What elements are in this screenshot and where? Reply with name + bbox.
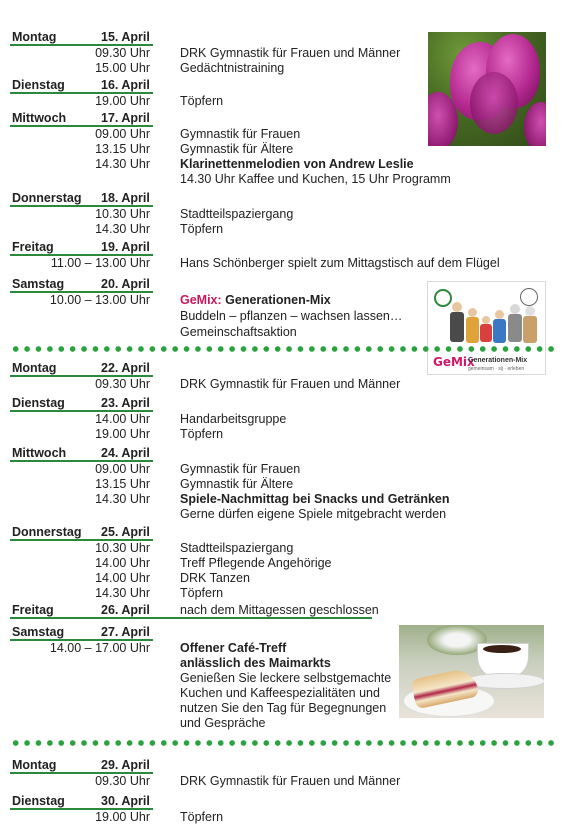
event-time: 14.00 Uhr	[95, 571, 150, 585]
event-time: 09.30 Uhr	[95, 377, 150, 391]
person-figure	[466, 317, 479, 343]
event-time: 13.15 Uhr	[95, 477, 150, 491]
event-time: 19.00 Uhr	[95, 810, 150, 824]
person-head	[495, 310, 504, 319]
event-text: Hans Schönberger spielt zum Mittagstisch auf dem Flügel	[180, 256, 500, 270]
event-time: 15.00 Uhr	[95, 61, 150, 75]
cake-coffee-photo	[399, 625, 544, 718]
day-name: Mittwoch	[12, 111, 67, 125]
event-text: DRK Tanzen	[180, 571, 250, 585]
day-header-friday	[0, 240, 575, 255]
event-text: Klarinettenmelodien von Andrew Leslie	[180, 157, 414, 171]
day-date: 16. April	[101, 78, 150, 92]
tulip-petal	[470, 72, 518, 134]
event-text: Gymnastik für Frauen	[180, 127, 301, 141]
event-time: 19.00 Uhr	[95, 94, 150, 108]
person-figure	[493, 319, 506, 343]
event-row	[0, 462, 575, 477]
event-note	[0, 507, 575, 522]
event-row	[0, 810, 575, 825]
gemix-title: Generationen-Mix	[225, 293, 331, 307]
event-time: 14.00 Uhr	[95, 412, 150, 426]
event-text: Stadtteilspaziergang	[180, 207, 294, 221]
dotted-separator	[10, 346, 556, 352]
event-text: Gymnastik für Ältere	[180, 142, 294, 156]
event-text: Gedächtnistraining	[180, 61, 285, 75]
event-time: 09.00 Uhr	[95, 127, 150, 141]
event-row	[0, 427, 575, 442]
day-name: Freitag	[12, 603, 54, 617]
person-head	[468, 308, 477, 317]
gemix-logo-subtitle: Generationen-Mix	[468, 357, 528, 364]
event-row	[0, 412, 575, 427]
day-name: Dienstag	[12, 396, 65, 410]
event-row	[0, 492, 575, 507]
dotted-separator	[10, 740, 556, 746]
event-time: 09.30 Uhr	[95, 774, 150, 788]
coffee-surface	[483, 645, 521, 653]
day-date: 24. April	[101, 446, 150, 460]
event-text: Offener Café-Treff	[180, 641, 287, 655]
event-time: 10.00 – 13.00 Uhr	[49, 293, 150, 307]
event-row	[0, 377, 575, 392]
event-time: 13.15 Uhr	[95, 142, 150, 156]
event-row	[0, 774, 575, 789]
event-note-text: Buddeln – pflanzen – wachsen lassen…	[180, 309, 403, 323]
day-header-monday	[0, 361, 575, 376]
event-note-text: Genießen Sie leckere selbstgemachte	[180, 671, 392, 685]
day-date: 27. April	[101, 625, 150, 639]
event-row	[0, 222, 575, 237]
day-name: Samstag	[12, 625, 65, 639]
person-head	[452, 302, 462, 312]
day-underline	[10, 617, 372, 619]
event-row	[0, 571, 575, 586]
event-subtitle: anlässlich des Maimarkts	[180, 656, 331, 670]
event-text: Töpfern	[180, 810, 224, 824]
day-header-friday	[0, 603, 575, 618]
event-time: 19.00 Uhr	[95, 427, 150, 441]
event-row	[0, 157, 575, 172]
person-figure	[480, 324, 492, 342]
event-row	[0, 207, 575, 222]
person-head	[510, 304, 520, 314]
event-time: 10.30 Uhr	[95, 541, 150, 555]
day-name: Freitag	[12, 240, 54, 254]
day-date: 22. April	[101, 361, 150, 375]
gemix-logo-tagline: gemeinsam · sĳ · erleben	[468, 366, 525, 372]
day-header-tuesday	[0, 396, 575, 411]
event-note	[0, 172, 575, 187]
day-name: Mittwoch	[12, 446, 67, 460]
day-name: Dienstag	[12, 794, 65, 808]
event-note-text: Gemeinschaftsaktion	[180, 325, 297, 339]
event-time: 14.30 Uhr	[95, 157, 150, 171]
day-date: 30. April	[101, 794, 150, 808]
day-header-wednesday	[0, 446, 575, 461]
gemix-badge-icon	[520, 288, 538, 306]
day-name: Samstag	[12, 277, 65, 291]
gemix-club-logo-icon	[434, 289, 452, 307]
day-date: 15. April	[101, 30, 150, 44]
event-note-text: Kuchen und Kaffeespezialitäten und	[180, 686, 380, 700]
day-date: 25. April	[101, 525, 150, 539]
person-head	[482, 316, 490, 324]
event-time: 14.00 – 17.00 Uhr	[49, 641, 150, 655]
event-note-text: 14.30 Uhr Kaffee und Kuchen, 15 Uhr Programm	[180, 172, 451, 186]
event-time: 14.30 Uhr	[95, 586, 150, 600]
event-text: Töpfern	[180, 586, 224, 600]
day-date: 26. April	[101, 603, 150, 617]
day-header-thursday	[0, 525, 575, 540]
day-header-thursday	[0, 191, 575, 206]
event-row	[0, 256, 575, 271]
day-date: 23. April	[101, 396, 150, 410]
day-header-monday	[0, 758, 575, 773]
event-note-text: nutzen Sie den Tag für Begegnungen	[180, 701, 387, 715]
event-time: 11.00 – 13.00 Uhr	[50, 256, 150, 270]
day-name: Montag	[12, 361, 57, 375]
day-date: 19. April	[101, 240, 150, 254]
day-name: Donnerstag	[12, 525, 82, 539]
event-text: Treff Pflegende Angehörige	[180, 556, 332, 570]
event-text: DRK Gymnastik für Frauen und Männer	[180, 377, 401, 391]
day-name: Montag	[12, 758, 57, 772]
day-date: 29. April	[101, 758, 150, 772]
event-text: Gymnastik für Ältere	[180, 477, 294, 491]
event-row	[0, 541, 575, 556]
event-time: 09.00 Uhr	[95, 462, 150, 476]
day-name: Donnerstag	[12, 191, 82, 205]
day-date: 17. April	[101, 111, 150, 125]
event-text: Spiele-Nachmittag bei Snacks und Getränken	[180, 492, 450, 506]
day-date: 20. April	[101, 277, 150, 291]
event-time: 10.30 Uhr	[95, 207, 150, 221]
event-row	[0, 556, 575, 571]
tulip-petal	[524, 102, 546, 146]
closed-notice: nach dem Mittagessen geschlossen	[180, 603, 379, 617]
day-name: Dienstag	[12, 78, 65, 92]
event-note	[0, 716, 575, 731]
event-text: Handarbeitsgruppe	[180, 412, 287, 426]
event-note-text: und Gespräche	[180, 716, 266, 730]
day-header-tuesday	[0, 794, 575, 809]
event-time: 14.30 Uhr	[95, 492, 150, 506]
event-time: 14.00 Uhr	[95, 556, 150, 570]
gemix-logo-word: GeMix	[433, 355, 475, 369]
event-text	[180, 293, 331, 308]
gemix-prefix: GeMix:	[180, 293, 222, 307]
tulip-photo	[428, 32, 546, 146]
event-text: DRK Gymnastik für Frauen und Männer	[180, 46, 401, 60]
day-name: Montag	[12, 30, 57, 44]
event-text: DRK Gymnastik für Frauen und Männer	[180, 774, 401, 788]
person-figure	[508, 314, 522, 342]
person-figure	[450, 312, 464, 342]
day-date: 18. April	[101, 191, 150, 205]
event-row	[0, 477, 575, 492]
event-text: Töpfern	[180, 222, 224, 236]
event-row	[0, 586, 575, 601]
event-text: Töpfern	[180, 427, 224, 441]
event-time: 09.30 Uhr	[95, 46, 150, 60]
event-note-text: Gerne dürfen eigene Spiele mitgebracht werden	[180, 507, 447, 521]
person-head	[525, 306, 535, 316]
event-text: Töpfern	[180, 94, 224, 108]
person-figure	[523, 316, 537, 343]
event-text: Gymnastik für Frauen	[180, 462, 301, 476]
event-text: Stadtteilspaziergang	[180, 541, 294, 555]
event-time: 14.30 Uhr	[95, 222, 150, 236]
